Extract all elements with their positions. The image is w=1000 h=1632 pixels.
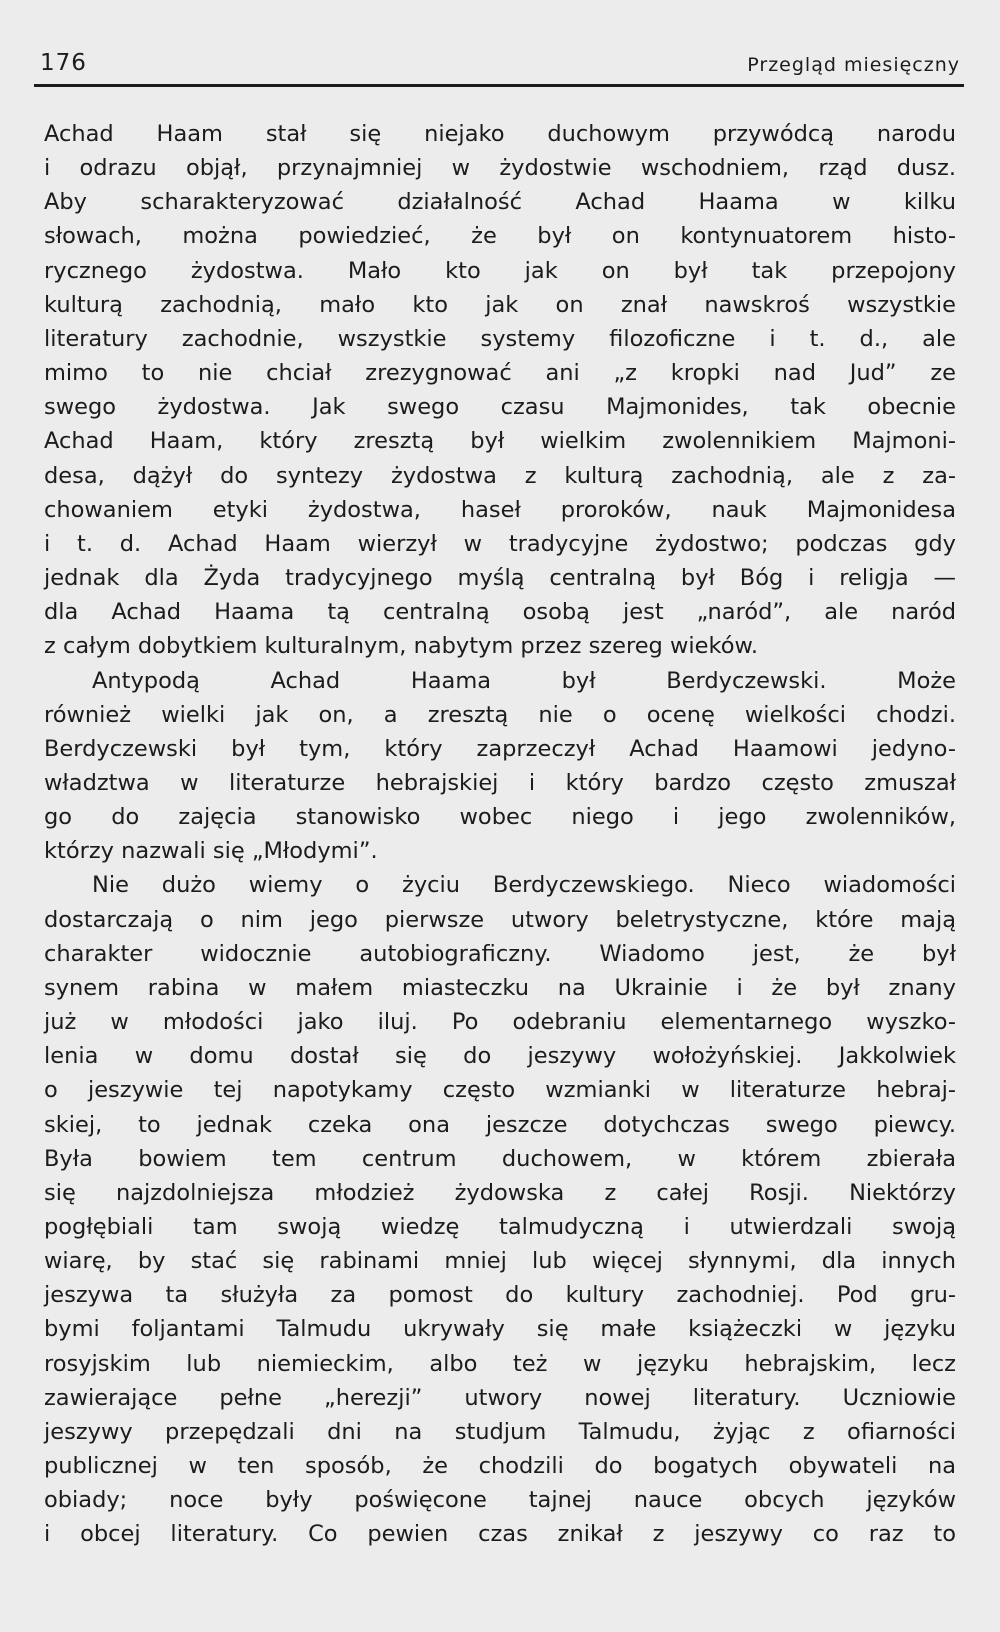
text-line: Achad Haam stał się niejako duchowym przywódcą narodu [44, 121, 956, 147]
text-line: lenia w domu dostał się do jeszywy wołożyńskiej. Jakkolwiek [44, 1043, 956, 1070]
text-line: którzy nazwali się „Młodymi”. [44, 838, 378, 865]
text-line: jednak dla Żyda tradycyjnego myślą centralną był Bóg i religja — [44, 565, 956, 592]
text-line: swego żydostwa. Jak swego czasu Majmonides, tak obecnie [44, 394, 956, 421]
running-title: Przegląd miesięczny [747, 54, 960, 76]
text-line: o jeszywie tej napotykamy często wzmianki w literaturze hebraj- [44, 1077, 956, 1104]
text-line: desa, dążył do syntezy żydostwa z kulturą zachodnią, ale z za- [44, 462, 956, 489]
text-line: pogłębiali tam swoją wiedzę talmudyczną i utwierdzali swoją [44, 1214, 956, 1240]
text-line: Berdyczewski był tym, który zaprzeczył Achad Haamowi jedyno- [44, 735, 956, 762]
text-line: literatury zachodnie, wszystkie systemy filozoficzne i t. d., ale [44, 325, 956, 352]
body-text [44, 117, 956, 1552]
text-line: i obcej literatury. Co pewien czas znikał z jeszywy co raz to [44, 1521, 956, 1548]
page-header [40, 48, 960, 84]
text-line: słowach, można powiedzieć, że był on kontynuatorem histo- [44, 223, 956, 250]
text-line: synem rabina w małem miasteczku na Ukrainie i że był znany [44, 974, 956, 1001]
text-line: publicznej w ten sposób, że chodzili do bogatych obywateli na [44, 1453, 956, 1480]
text-line: jeszywy przepędzali dni na studjum Talmudu, żyjąc z ofiarności [44, 1418, 956, 1445]
text-line: dla Achad Haama tą centralną osobą jest „naród”, ale naród [44, 599, 956, 626]
page-number: 176 [40, 50, 87, 76]
text-line: i odrazu objął, przynajmniej w żydostwie wschodniem, rząd dusz. [44, 155, 956, 182]
text-line: go do zajęcia stanowisko wobec niego i jego zwolenników, [44, 804, 956, 831]
text-line: rosyjskim lub niemieckim, albo też w języku hebrajskim, lecz [44, 1350, 956, 1377]
text-line: dostarczają o nim jego pierwsze utwory beletrystyczne, które mają [44, 906, 956, 933]
text-line: się najzdolniejsza młodzież żydowska z całej Rosji. Niektórzy [44, 1179, 956, 1206]
text-line: bymi foljantami Talmudu ukrywały się małe książeczki w języku [44, 1316, 956, 1343]
text-line: Achad Haam, który zresztą był wielkim zwolennikiem Majmoni- [44, 428, 956, 455]
text-line: chowaniem etyki żydostwa, haseł proroków, nauk Majmonidesa [44, 496, 956, 523]
text-line: Nie dużo wiemy o życiu Berdyczewskiego. Nieco wiadomości [92, 872, 956, 899]
text-line: Antypodą Achad Haama był Berdyczewski. Może [92, 667, 956, 694]
text-line: już w młodości jako iluj. Po odebraniu elementarnego wyszko- [44, 1009, 956, 1036]
text-line: rycznego żydostwa. Mało kto jak on był tak przepojony [44, 257, 956, 284]
text-line: skiej, to jednak czeka ona jeszcze dotychczas swego piewcy. [44, 1111, 956, 1138]
text-line: mimo to nie chciał zrezygnować ani „z kropki nad Jud” ze [44, 360, 956, 387]
text-line: jeszywa ta służyła za pomost do kultury zachodniej. Pod gru- [44, 1282, 956, 1309]
text-line: wiarę, by stać się rabinami mniej lub więcej słynnymi, dla innych [44, 1248, 956, 1275]
text-line: zawierające pełne „herezji” utwory nowej literatury. Uczniowie [44, 1384, 956, 1411]
text-line: Aby scharakteryzować działalność Achad Haama w kilku [44, 189, 956, 216]
text-line: władztwa w literaturze hebrajskiej i który bardzo często zmuszał [44, 769, 956, 796]
text-line: i t. d. Achad Haam wierzył w tradycyjne żydostwo; podczas gdy [44, 530, 956, 557]
text-line: charakter widocznie autobiograficzny. Wiadomo jest, że był [44, 940, 956, 967]
text-line: również wielki jak on, a zresztą nie o ocenę wielkości chodzi. [44, 701, 956, 728]
header-rule [34, 84, 964, 87]
text-line: kulturą zachodnią, mało kto jak on znał nawskroś wszystkie [44, 291, 956, 318]
text-line: Była bowiem tem centrum duchowem, w którem zbierała [44, 1145, 956, 1172]
text-line: obiady; noce były poświęcone tajnej nauce obcych języków [44, 1487, 956, 1514]
text-line: z całym dobytkiem kulturalnym, nabytym przez szereg wieków. [44, 633, 758, 660]
